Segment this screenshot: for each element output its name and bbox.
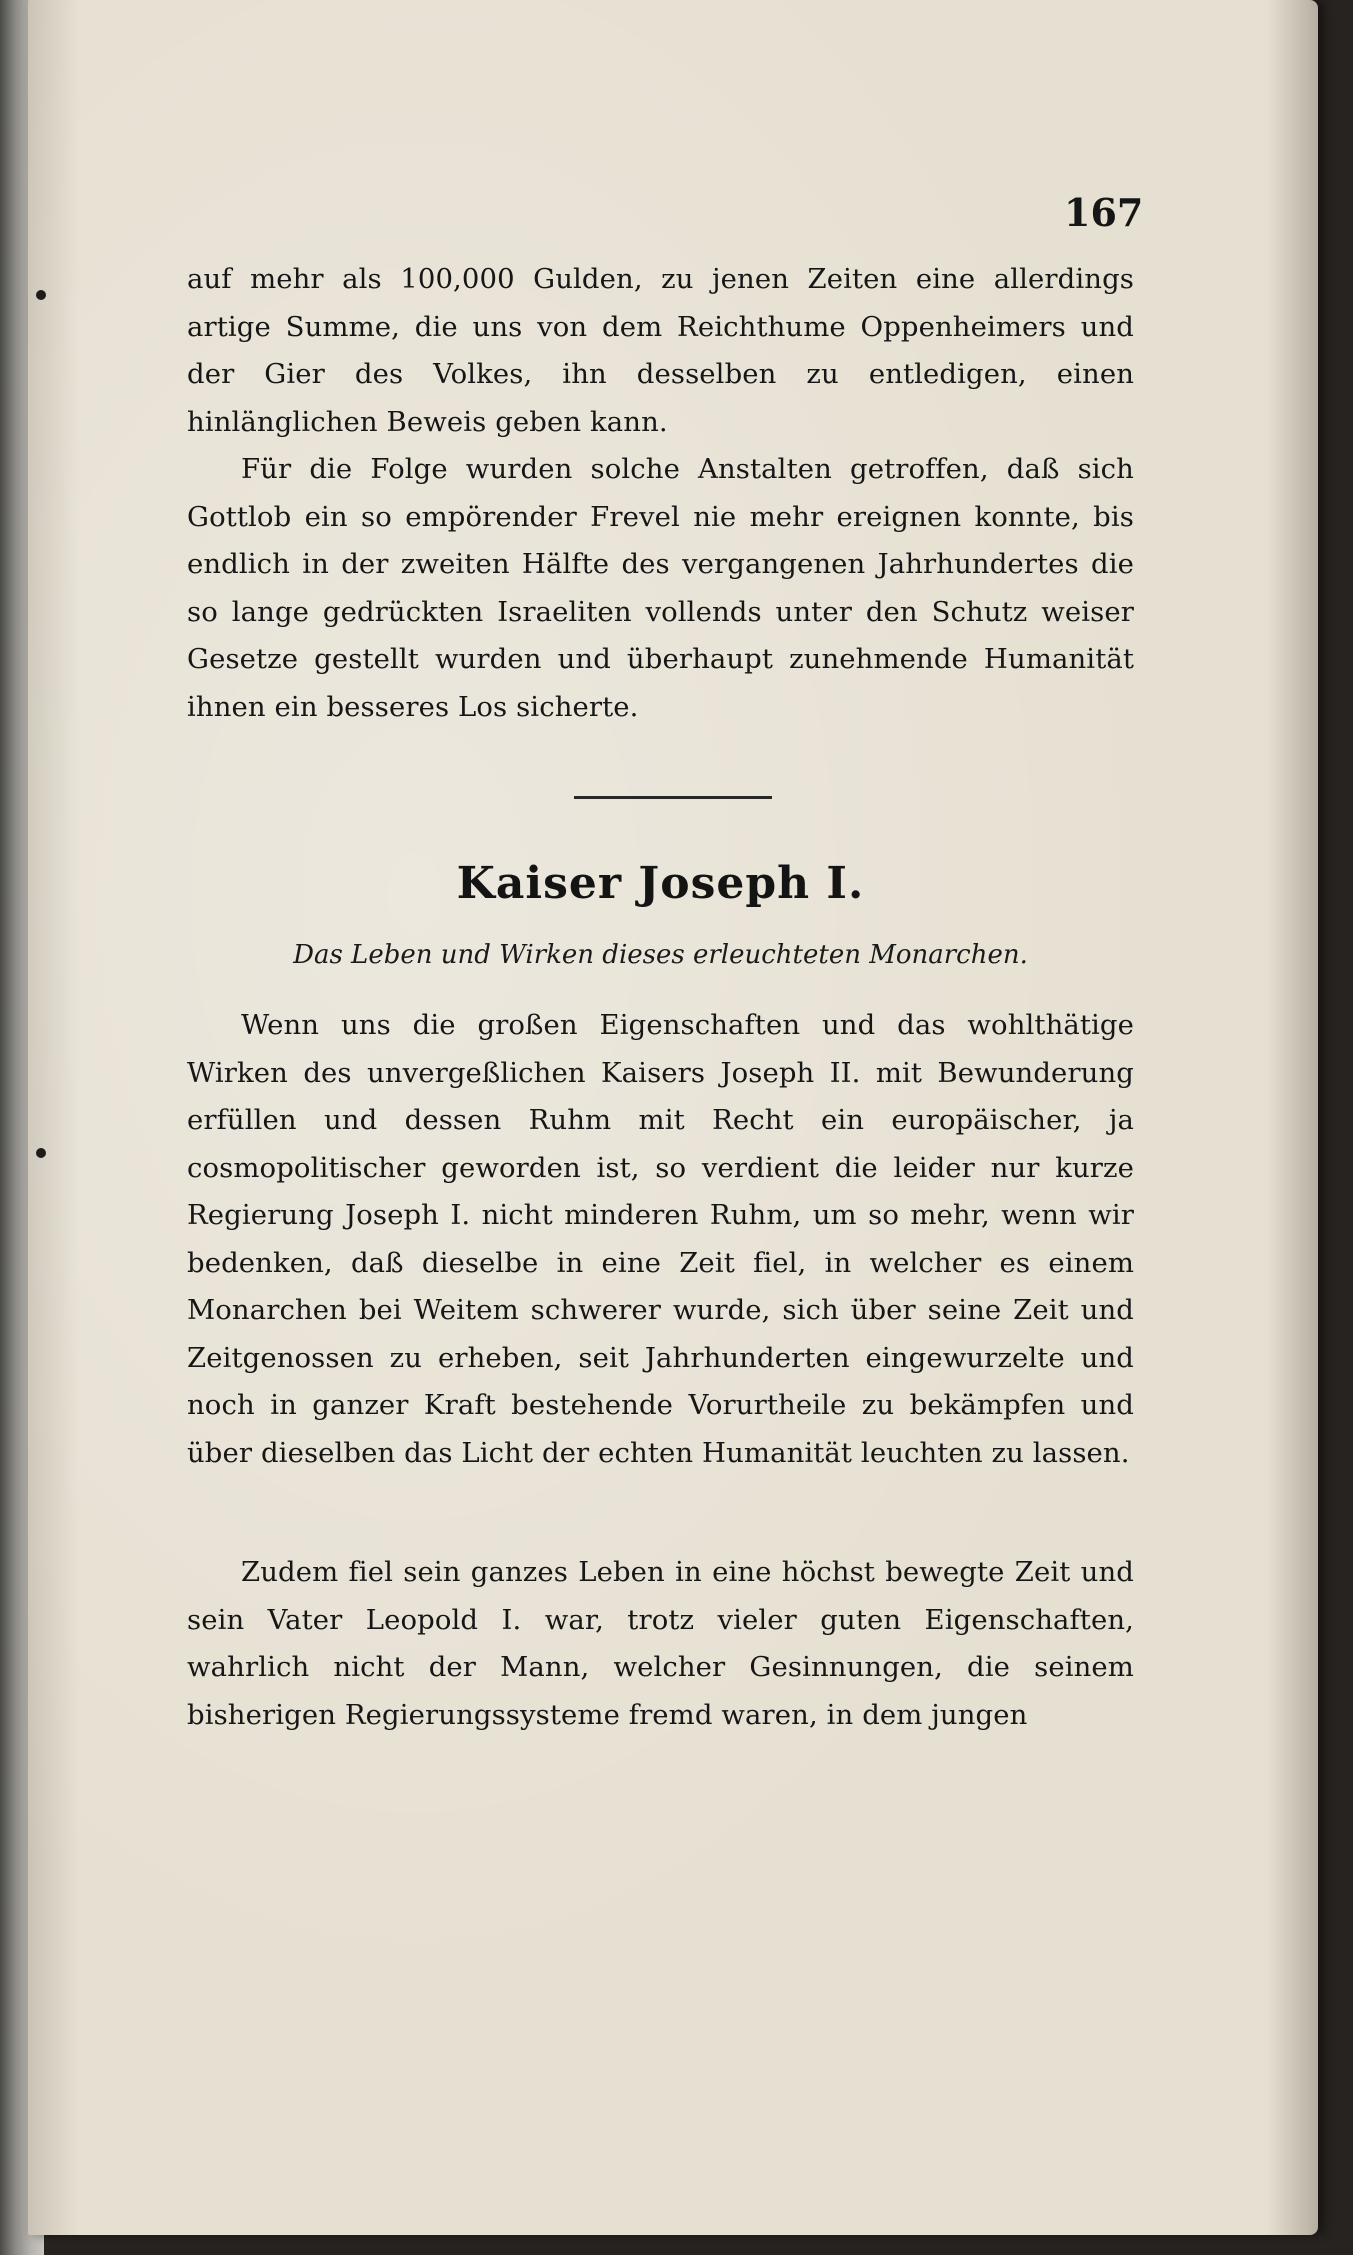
page-number: 167 xyxy=(1064,190,1144,235)
section-heading: Kaiser Joseph I. xyxy=(456,858,865,909)
paragraph-closing: Für die Folge wurden solche Anstalten getroffen, daß sich Gottlob ein so empörender Frevel nie mehr ereignen konnte, bis endlich in der zweiten Hälfte des vergangenen Jahrhundertes die so lange gedrückten Israeliten vollends unter den Schutz weiser Gesetze gestellt wurden und überhaupt zunehmende Humanität ihnen ein besseres Los sicherte. xyxy=(187,453,1134,723)
section-subtitle: Das Leben und Wirken dieses erleuchteten Monarchen. xyxy=(293,940,1028,970)
paragraph-continuation: auf mehr als 100,000 Gulden, zu jenen Zeiten eine allerdings artige Summe, die uns von dem Reichthume Oppenheimers und der Gier des Volkes, ihn desselben zu entledigen, einen hinlänglichen Beweis geben kann. xyxy=(187,263,1134,438)
binding-hole xyxy=(36,1148,46,1158)
section-paragraph: Zudem fiel sein ganzes Leben in eine höchst bewegte Zeit und sein Vater Leopold I. war, trotz vieler guten Eigenschaften, wahrlich nicht der Mann, welcher Gesinnungen, die seinem bisherigen Regierungssysteme fremd waren, in dem jungen xyxy=(187,1556,1134,1731)
section-divider xyxy=(574,796,772,799)
binding-hole xyxy=(36,290,46,300)
section-paragraph: Wenn uns die großen Eigenschaften und das wohlthätige Wirken des unvergeßlichen Kaisers Joseph II. mit Bewunderung erfüllen und dessen Ruhm mit Recht ein europäischer, ja cosmopolitischer geworden ist, so verdient die leider nur kurze Regierung Joseph I. nicht minderen Ruhm, um so mehr, wenn wir bedenken, daß dieselbe in eine Zeit fiel, in welcher es einem Monarchen bei Weitem schwerer wurde, sich über seine Zeit und Zeitgenossen zu erheben, seit Jahrhunderten eingewurzelte und noch in ganzer Kraft bestehende Vorurtheile zu bekämpfen und über dieselben das Licht der echten Humanität leuchten zu lassen. xyxy=(187,1009,1134,1469)
